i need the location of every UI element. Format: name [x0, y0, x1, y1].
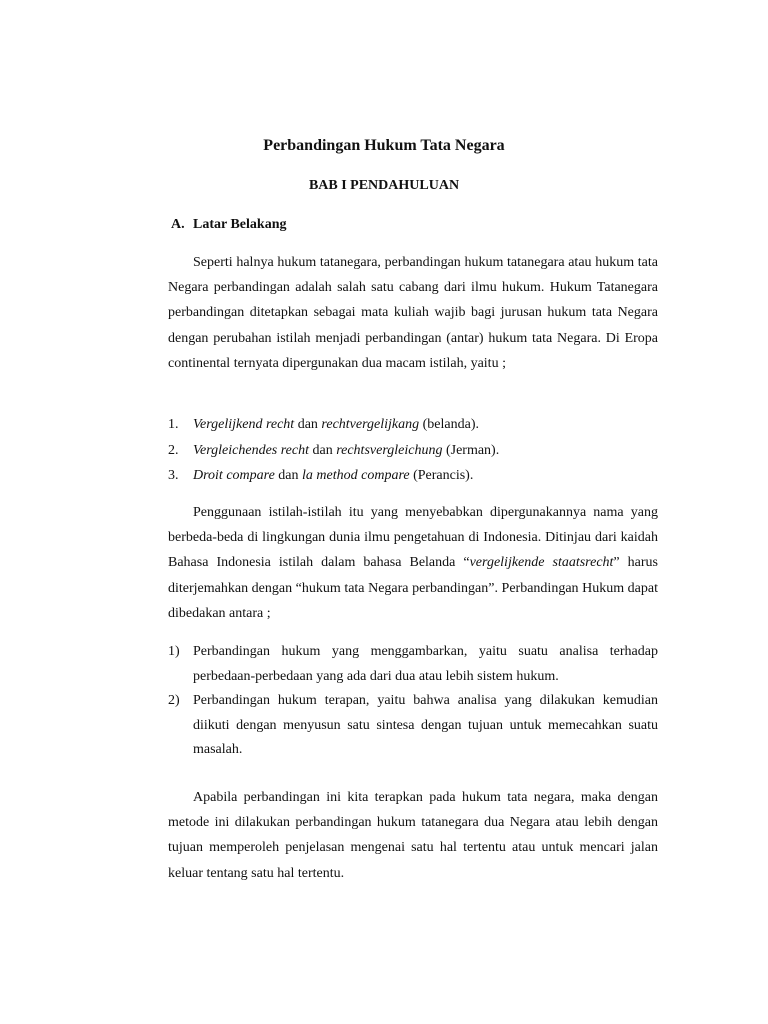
section-title: Latar Belakang [193, 217, 287, 232]
paragraph-intro: Seperti halnya hukum tatanegara, perbandingan hukum tatanegara atau hukum tata Negara perbandingan adalah salah satu cabang dari ilmu hukum. Hukum Tatanegara perbandingan ditetapkan sebagai mata kuliah wajib bagi jurusan hukum tata Negara dengan perubahan istilah menjadi perbandingan (antar) hukum tata Negara. Di Eropa continental ternyata dipergunakan dua macam istilah, yaitu ; [168, 255, 658, 371]
section-heading [171, 217, 286, 233]
document-title: Perbandingan Hukum Tata Negara [263, 137, 505, 154]
list-item [168, 463, 658, 489]
paragraph-text: Penggunaan istilah-istilah itu yang menyebabkan dipergunakannya nama yang berbeda-beda di lingkungan dunia ilmu pengetahuan di Indonesia. Ditinjau dari kaidah Bahasa Indonesia istilah dalam bahasa Belanda “ [168, 505, 658, 571]
paragraph-text: ” harus diterjemahkan dengan “hukum tata Negara perbandingan”. Perbandingan Hukum dapat dibedakan antara ; [168, 555, 658, 621]
list-marker: 3. [168, 468, 179, 483]
term-connector: dan [294, 417, 322, 432]
section-number: A. [171, 217, 185, 232]
list-marker: 2) [168, 693, 180, 708]
comparison-types-list [168, 640, 658, 763]
term-dutch-a: Vergelijkend recht [193, 417, 295, 432]
term-german-a: Vergleichendes recht [193, 442, 309, 458]
paragraph-application: Apabila perbandingan ini kita terapkan pada hukum tata negara, maka dengan metode ini dilakukan perbandingan hukum tatanegara dua Negara atau lebih dengan tujuan memperoleh penjelasan mengenai satu hal tertentu atau untuk mencari jalan keluar tentang satu hal tertentu. [168, 790, 658, 881]
term-french-b: la method compare [302, 468, 410, 483]
term-french-a: Droit compare [193, 468, 275, 483]
term-german-b: rechtsvergleichung [336, 442, 443, 458]
term-connector: dan [274, 468, 303, 483]
term-connector: dan [308, 442, 337, 458]
term-language: (Perancis). [409, 468, 474, 483]
list-item [168, 689, 658, 763]
list-marker: 2. [168, 442, 179, 458]
list-item-text: Perbandingan hukum yang menggambarkan, yaitu suatu analisa terhadap perbedaan-perbedaan yang ada dari dua atau lebih sistem hukum. [193, 644, 658, 684]
list-marker: 1. [168, 417, 179, 432]
list-item [168, 438, 658, 464]
term-dutch-b: rechtvergelijkang [321, 417, 420, 432]
paragraph-italic-term: vergelijkende staatsrecht [469, 555, 614, 571]
terms-list [168, 412, 658, 489]
list-item [168, 412, 658, 438]
list-item-text: Perbandingan hukum terapan, yaitu bahwa analisa yang dilakukan kemudian diikuti dengan menyusun satu sintesa dengan tujuan untuk memecahkan suatu masalah. [193, 693, 658, 757]
list-marker: 1) [168, 644, 180, 659]
paragraph-terminology [168, 500, 658, 626]
term-language: (belanda). [419, 417, 479, 432]
chapter-title: BAB I PENDAHULUAN [308, 178, 460, 193]
list-item [168, 640, 658, 689]
term-language: (Jerman). [442, 442, 500, 458]
